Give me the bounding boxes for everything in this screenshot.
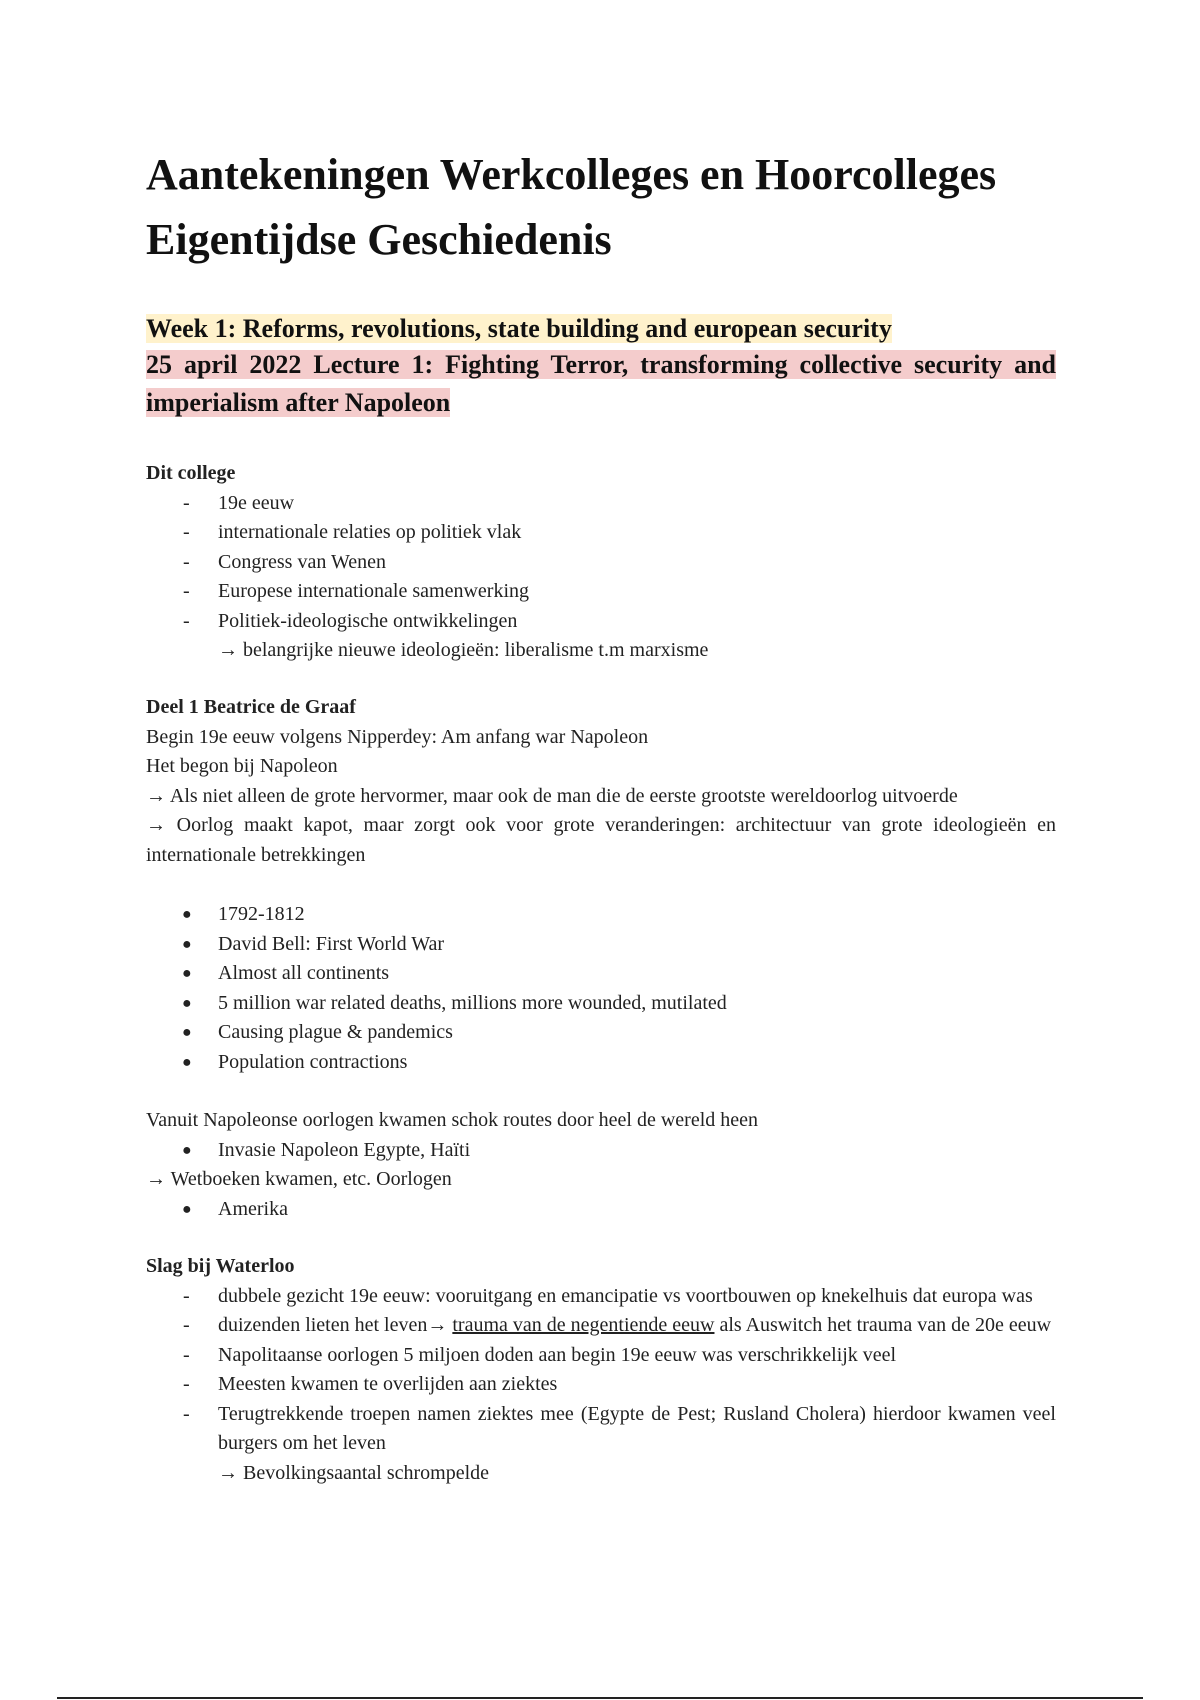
page-bottom-rule xyxy=(57,1697,1143,1699)
list-item: ● Almost all continents xyxy=(182,962,390,984)
lecture-heading xyxy=(146,346,1056,422)
list-item: - Congress van Wenen xyxy=(183,550,386,573)
deel1-heading: Deel 1 Beatrice de Graaf xyxy=(146,696,356,718)
list-item: ● 5 million war related deaths, millions more wounded, mutilated xyxy=(182,991,727,1014)
dit-college-heading: Dit college xyxy=(146,462,236,484)
list-item: - Terugtrekkende troepen namen ziektes mee (Egypte de Pest; Rusland Cholera) hierdoor kwamen veel burgers om het leven xyxy=(183,1402,1056,1454)
list-item: ● Causing plague & pandemics xyxy=(182,1021,453,1043)
list-item: ● David Bell: First World War xyxy=(182,932,445,955)
list-item: ● Population contractions xyxy=(182,1050,408,1073)
deel1-line: → Als niet alleen de grote hervormer, maar ook de man die de eerste grootste wereldoorlog uitvoerde xyxy=(146,784,958,807)
week-heading xyxy=(146,310,1056,348)
list-item: ● Invasie Napoleon Egypte, Haïti xyxy=(182,1138,471,1161)
waterloo-subnote: → Bevolkingsaantal schrompelde xyxy=(218,1461,490,1484)
waterloo-section xyxy=(146,1252,1056,1488)
waterloo-heading: Slag bij Waterloo xyxy=(146,1255,295,1277)
list-item: - Politiek-ideologische ontwikkelingen xyxy=(183,609,518,632)
deel1-line: Begin 19e eeuw volgens Nipperdey: Am anfang war Napoleon xyxy=(146,725,649,748)
schok-arrow-line: → Wetboeken kwamen, etc. Oorlogen xyxy=(146,1168,452,1190)
deel1-line: Het begon bij Napoleon xyxy=(146,755,338,777)
dit-college-list xyxy=(146,489,1056,637)
list-item: - internationale relaties op politiek vlak xyxy=(183,521,522,543)
trauma-link-text: trauma van de negentiende eeuw xyxy=(452,1314,715,1336)
deel1-section xyxy=(146,693,1056,870)
document-title: Aantekeningen Werkcolleges en Hoorcolleges Eigentijdse Geschiedenis xyxy=(146,150,997,264)
list-item: - Europese internationale samenwerking xyxy=(183,580,529,602)
waterloo-list xyxy=(146,1282,1056,1459)
schok-list-1 xyxy=(146,1136,1056,1166)
schok-section xyxy=(146,1106,1056,1224)
list-item: ● Amerika xyxy=(182,1197,288,1220)
dit-college-section xyxy=(146,459,1056,666)
list-item: - duizenden lieten het leven→ trauma van de negentiende eeuw als Auswitch het trauma van de 20e eeuw xyxy=(183,1314,1052,1336)
schok-list-2 xyxy=(146,1195,1056,1225)
week-heading-text: Week 1: Reforms, revolutions, state building and european security xyxy=(146,314,892,343)
napoleon-facts-list xyxy=(146,900,1056,1077)
list-item: - dubbele gezicht 19e eeuw: vooruitgang en emancipatie vs voortbouwen op knekelhuis dat europa was xyxy=(183,1284,1033,1307)
list-item: - Meesten kwamen te overlijden aan ziektes xyxy=(183,1373,558,1395)
napoleon-facts-section xyxy=(146,900,1056,1077)
list-item: - 19e eeuw xyxy=(183,491,295,514)
schok-intro: Vanuit Napoleonse oorlogen kwamen schok routes door heel de wereld heen xyxy=(146,1109,759,1131)
list-item: - Napolitaanse oorlogen 5 miljoen doden aan begin 19e eeuw was verschrikkelijk veel xyxy=(183,1343,897,1366)
lecture-heading-text: 25 april 2022 Lecture 1: Fighting Terror, transforming collective security and imperialism after Napoleon xyxy=(146,350,1056,417)
deel1-line: → Oorlog maakt kapot, maar zorgt ook voor grote veranderingen: architectuur van grote ideologieën en internationale betrekkingen xyxy=(146,814,1056,866)
dit-college-subnote: → belangrijke nieuwe ideologieën: liberalisme t.m marxisme xyxy=(218,639,709,661)
list-item: ● 1792-1812 xyxy=(182,903,305,925)
